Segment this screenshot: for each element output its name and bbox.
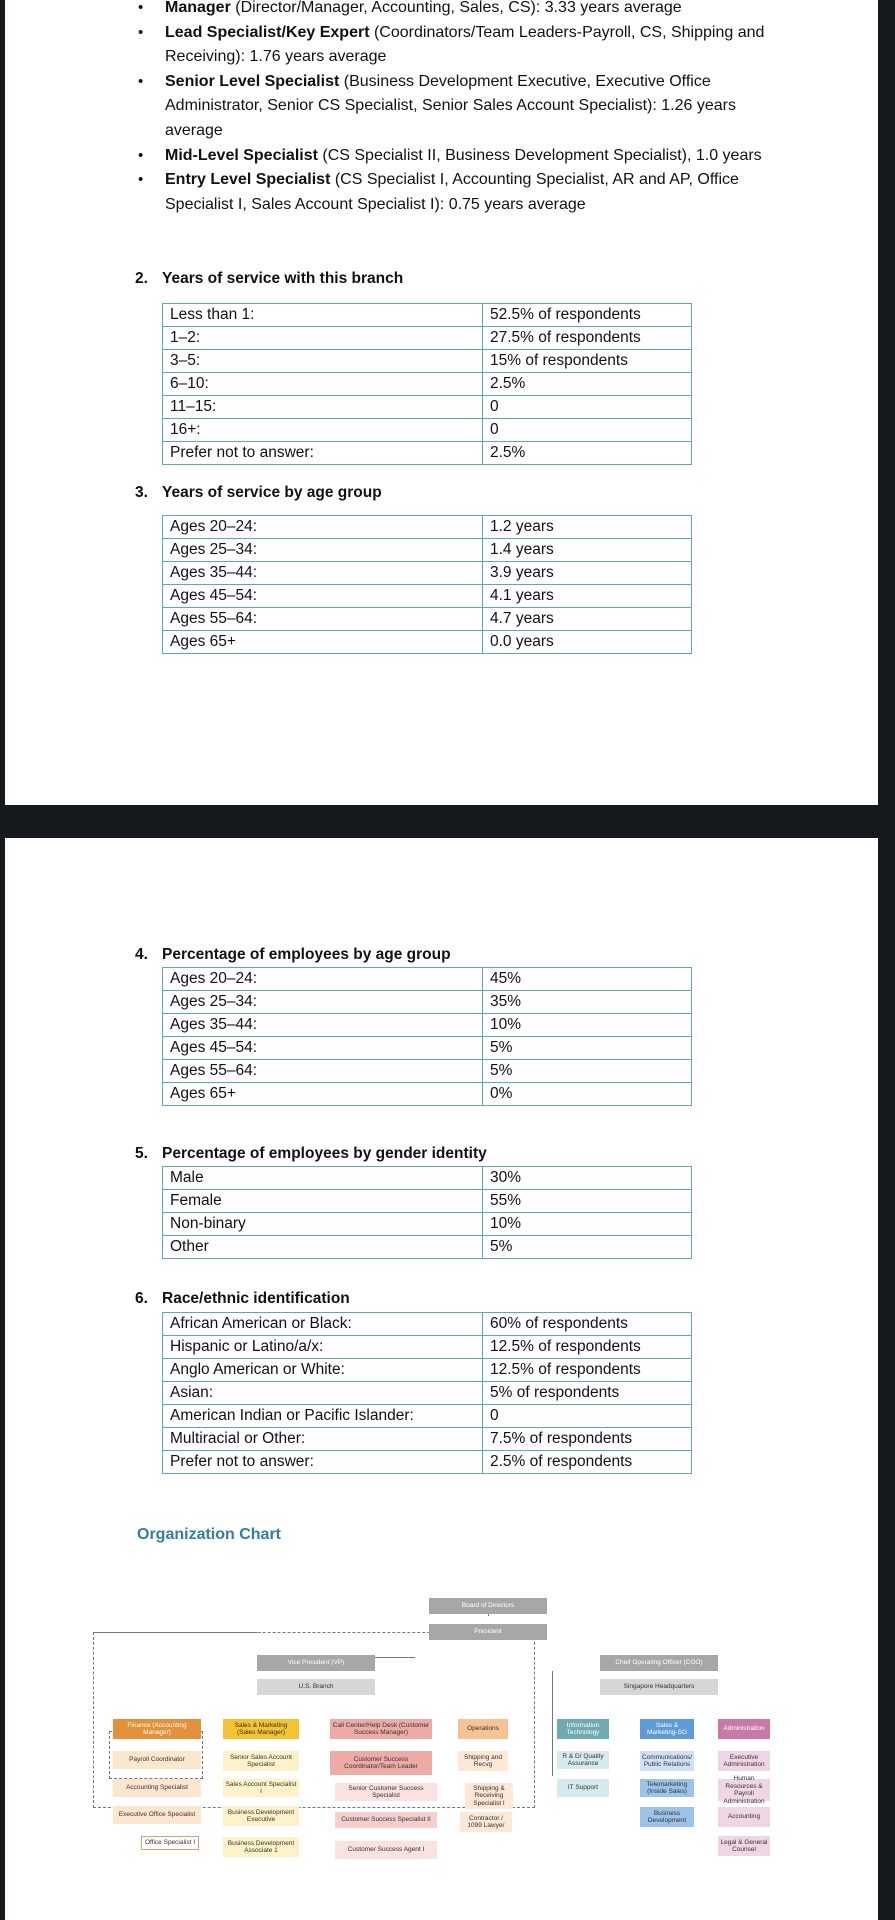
row-value: 12.5% of respondents: [483, 1336, 692, 1359]
row-value: 35%: [483, 991, 692, 1014]
row-label: Multiracial or Other:: [163, 1428, 483, 1451]
row-label: Ages 20–24:: [163, 968, 483, 991]
list-item: [165, 0, 785, 21]
level-detail: (Coordinators/Team Leaders-Payroll, CS, Shipping and Receiving): 1.76 years average: [165, 23, 765, 66]
callcenter-role-box: Senior Customer Success Specialist: [335, 1783, 437, 1801]
table-row: [163, 304, 692, 327]
row-value: 0: [483, 396, 692, 419]
row-label: 11–15:: [163, 396, 483, 419]
table-row: [163, 419, 692, 442]
admin-head-box: Administration: [718, 1719, 770, 1739]
finance-role-box: Office Specialist I: [141, 1836, 199, 1850]
row-value: 30%: [483, 1167, 692, 1190]
row-value: 7.5% of respondents: [483, 1428, 692, 1451]
row-label: Ages 25–34:: [163, 539, 483, 562]
row-value: 60% of respondents: [483, 1313, 692, 1336]
operations-role-box: Contractor / 1099 Lawyer: [460, 1812, 512, 1832]
row-label: Ages 35–44:: [163, 1014, 483, 1037]
sg-sales-role-box: Telemarketing (Inside Sales): [640, 1779, 694, 1797]
row-label: Ages 45–54:: [163, 585, 483, 608]
level-detail: (Business Development Executive, Executive Office Administrator, Senior CS Specialist, Senior Sales Account Specialist): 1.26 years average: [165, 72, 736, 139]
row-label: 6–10:: [163, 373, 483, 396]
row-label: Ages 20–24:: [163, 516, 483, 539]
row-value: 5%: [483, 1236, 692, 1259]
sales-role-box: Business Development Associate 1: [223, 1837, 299, 1857]
row-label: Prefer not to answer:: [163, 442, 483, 465]
list-item: [165, 168, 785, 217]
table-row: [163, 1236, 692, 1259]
level-label: Mid-Level Specialist: [165, 146, 318, 164]
table-row: [163, 1382, 692, 1405]
row-label: Ages 45–54:: [163, 1037, 483, 1060]
level-label: Lead Specialist/Key Expert: [165, 23, 370, 41]
row-label: Ages 65+: [163, 1083, 483, 1106]
table-row: [163, 1405, 692, 1428]
table-row: [163, 585, 692, 608]
row-label: Asian:: [163, 1382, 483, 1405]
row-label: Hispanic or Latino/a/x:: [163, 1336, 483, 1359]
table-row: [163, 991, 692, 1014]
row-label: Male: [163, 1167, 483, 1190]
callcenter-role-box: Customer Success Coordinator/Team Leader: [330, 1751, 432, 1775]
admin-role-box: Legal & General Counsel: [718, 1836, 770, 1856]
sales-role-box: Sales Account Specialist I: [223, 1779, 299, 1797]
section-heading: 2. Years of service with this branch: [135, 270, 404, 287]
president-box: President: [429, 1624, 547, 1640]
finance-head-box: Finance (Accounting Manager): [113, 1719, 201, 1739]
sales-role-box: Senior Sales Account Specialist: [223, 1751, 299, 1771]
row-value: 27.5% of respondents: [483, 327, 692, 350]
table-row: [163, 516, 692, 539]
table-row: [163, 1083, 692, 1106]
operations-role-box: Shipping & Receiving Specialist I: [465, 1783, 513, 1809]
coo-box: Chief Operating Officer (COO): [600, 1655, 718, 1671]
table-row: [163, 1313, 692, 1336]
row-value: 1.2 years: [483, 516, 692, 539]
row-value: 0: [483, 1405, 692, 1428]
row-label: Anglo American or White:: [163, 1359, 483, 1382]
row-value: 2.5%: [483, 442, 692, 465]
row-value: 10%: [483, 1014, 692, 1037]
finance-role-box: Payroll Coordinator: [113, 1751, 201, 1769]
row-value: 15% of respondents: [483, 350, 692, 373]
age-percent-table: [162, 967, 692, 1106]
row-label: Prefer not to answer:: [163, 1451, 483, 1474]
section-heading: 6. Race/ethnic identification: [135, 1290, 350, 1307]
finance-role-box: Executive Office Specialist: [113, 1806, 201, 1824]
table-row: [163, 1037, 692, 1060]
row-value: 0%: [483, 1083, 692, 1106]
row-value: 5%: [483, 1037, 692, 1060]
row-value: 2.5%: [483, 373, 692, 396]
admin-role-box: Accounting: [718, 1807, 770, 1827]
sg-sales-head-box: Sales & Marketing-SG: [640, 1719, 694, 1739]
operations-head-box: Operations: [458, 1719, 508, 1739]
row-value: 0: [483, 419, 692, 442]
sg-sales-role-box: Business Development: [640, 1807, 694, 1827]
table-row: [163, 327, 692, 350]
singapore-box: Singapore Headquarters: [600, 1679, 718, 1695]
table-row: [163, 539, 692, 562]
list-item: [165, 144, 785, 169]
org-chart-title: Organization Chart: [137, 1526, 282, 1543]
callcenter-head-box: Call Center/Help Desk (Customer Success Manager): [330, 1719, 432, 1739]
table-row: [163, 1336, 692, 1359]
document-page-1: [5, 0, 878, 805]
operations-role-box: Shipping and Recvg: [458, 1751, 508, 1771]
row-label: Female: [163, 1190, 483, 1213]
sg-sales-role-box: Communications/ Public Relations: [640, 1751, 694, 1771]
list-item: [165, 70, 785, 144]
finance-role-box: Accounting Specialist: [113, 1779, 201, 1797]
it-head-box: Information Technology: [557, 1719, 609, 1739]
row-label: Ages 55–64:: [163, 1060, 483, 1083]
connector: [552, 1671, 553, 1776]
row-value: 4.7 years: [483, 608, 692, 631]
table-row: [163, 1190, 692, 1213]
vp-box: Vice President (VP): [257, 1655, 375, 1671]
section-heading: 3. Years of service by age group: [135, 484, 382, 501]
table-row: [163, 442, 692, 465]
table-row: [163, 1167, 692, 1190]
table-row: [163, 608, 692, 631]
connector: [93, 1632, 257, 1633]
row-value: 52.5% of respondents: [483, 304, 692, 327]
table-row: [163, 350, 692, 373]
board-of-directors-box: Board of Directors: [429, 1598, 547, 1614]
section-heading: 4. Percentage of employees by age group: [135, 946, 451, 963]
row-value: 2.5% of respondents: [483, 1451, 692, 1474]
table-row: [163, 968, 692, 991]
table-row: [163, 1014, 692, 1037]
table-row: [163, 1428, 692, 1451]
table-row: [163, 1213, 692, 1236]
row-label: 3–5:: [163, 350, 483, 373]
document-page-2: [5, 838, 878, 1920]
gender-table: [162, 1166, 692, 1259]
row-label: Less than 1:: [163, 304, 483, 327]
table-row: [163, 562, 692, 585]
row-value: 3.9 years: [483, 562, 692, 585]
row-value: 4.1 years: [483, 585, 692, 608]
row-label: Ages 35–44:: [163, 562, 483, 585]
it-role-box: R & D/ Quality Assurance: [557, 1751, 609, 1769]
row-label: Non-binary: [163, 1213, 483, 1236]
row-label: Ages 65+: [163, 631, 483, 654]
level-detail: (CS Specialist I, Accounting Specialist, AR and AP, Office Specialist I, Sales Account Specialist I): 0.75 years average: [165, 171, 739, 213]
callcenter-role-box: Customer Success Agent I: [335, 1841, 437, 1859]
callcenter-role-box: Customer Success Specialist II: [335, 1812, 437, 1828]
sales-head-box: Sales & Marketing (Sales Manager): [223, 1719, 299, 1739]
level-label: Entry Level Specialist: [165, 171, 331, 189]
level-detail: (Director/Manager, Accounting, Sales, CS): 3.33 years average: [230, 0, 682, 16]
table-row: [163, 1451, 692, 1474]
row-label: 1–2:: [163, 327, 483, 350]
table-row: [163, 1060, 692, 1083]
row-label: Other: [163, 1236, 483, 1259]
level-label: Manager: [165, 0, 231, 16]
service-age-table: [162, 515, 692, 654]
row-value: 55%: [483, 1190, 692, 1213]
row-label: Ages 55–64:: [163, 608, 483, 631]
row-value: 5% of respondents: [483, 1382, 692, 1405]
sales-role-box: Business Development Executive: [223, 1806, 299, 1826]
row-label: African American or Black:: [163, 1313, 483, 1336]
row-label: 16+:: [163, 419, 483, 442]
row-label: American Indian or Pacific Islander:: [163, 1405, 483, 1428]
row-value: 0.0 years: [483, 631, 692, 654]
it-role-box: IT Support: [557, 1779, 609, 1797]
table-row: [163, 631, 692, 654]
table-row: [163, 373, 692, 396]
us-branch-box: U.S. Branch: [257, 1679, 375, 1695]
list-item: [165, 21, 785, 70]
race-table: [162, 1312, 692, 1474]
service-branch-table: [162, 303, 692, 465]
table-row: [163, 396, 692, 419]
row-value: 5%: [483, 1060, 692, 1083]
tenure-by-level-list: [165, 0, 785, 217]
row-value: 45%: [483, 968, 692, 991]
row-value: 10%: [483, 1213, 692, 1236]
admin-role-box: Human Resources & Payroll Administration: [718, 1779, 770, 1801]
row-label: Ages 25–34:: [163, 991, 483, 1014]
row-value: 1.4 years: [483, 539, 692, 562]
level-detail: (CS Specialist II, Business Development Specialist), 1.0 years: [317, 146, 762, 164]
row-value: 12.5% of respondents: [483, 1359, 692, 1382]
table-row: [163, 1359, 692, 1382]
section-heading: 5. Percentage of employees by gender identity: [135, 1145, 487, 1162]
level-label: Senior Level Specialist: [165, 72, 340, 90]
admin-role-box: Executive Administration: [718, 1751, 770, 1771]
